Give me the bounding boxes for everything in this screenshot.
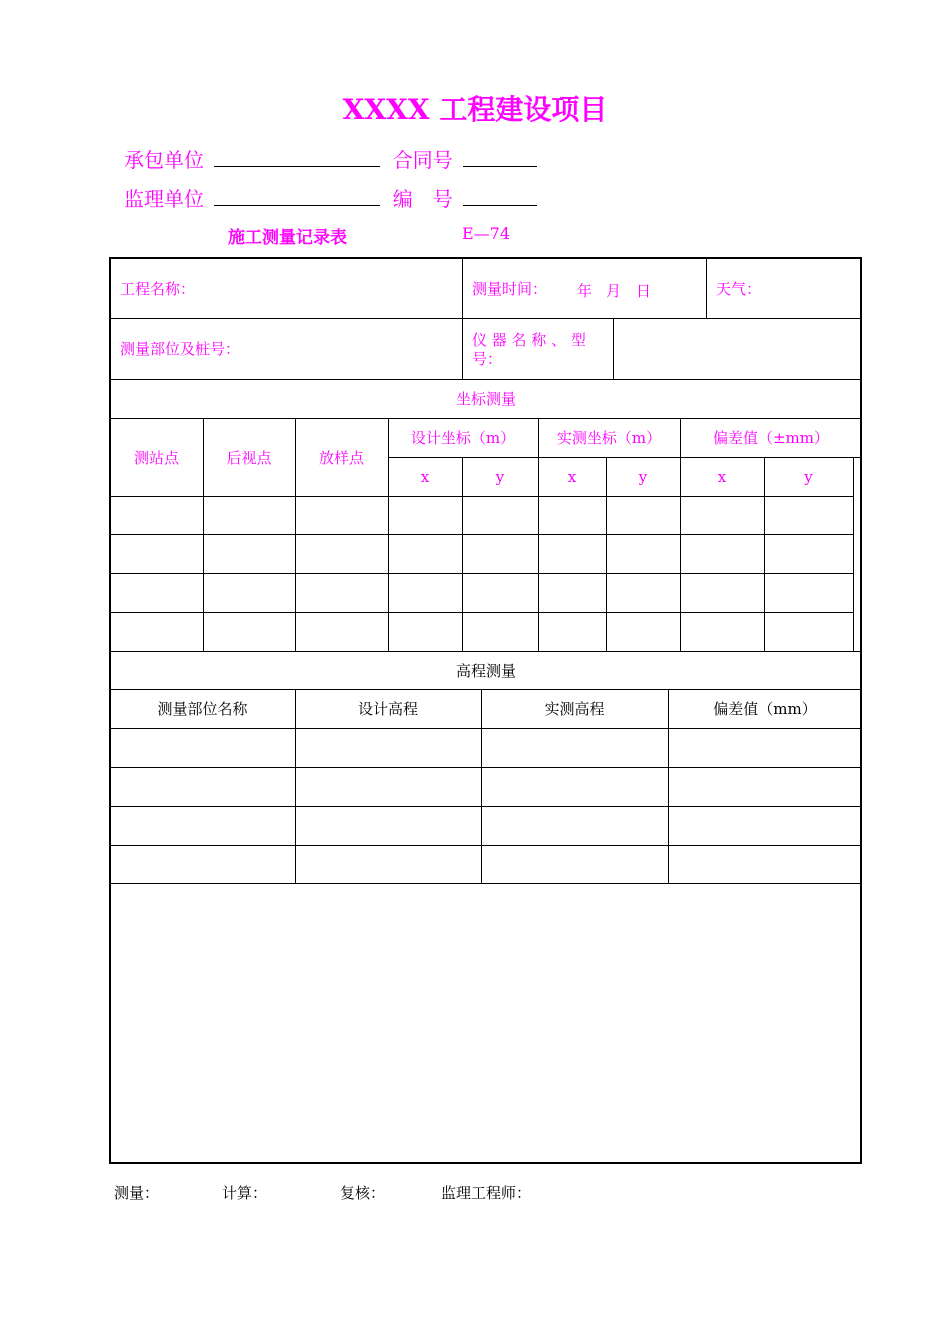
form-title: 施工测量记录表	[228, 228, 347, 248]
measured-x-header: x	[567, 467, 577, 486]
row-divider	[110, 728, 862, 729]
calculator-signature-label: 计算：	[222, 1184, 268, 1202]
contract-no-label: 合同号	[392, 148, 453, 172]
serial-field[interactable]	[463, 185, 537, 206]
deviation-header: 偏差值（±mm）	[712, 429, 830, 447]
row-divider	[110, 534, 853, 535]
row-divider	[110, 845, 862, 846]
deviation-x-header: x	[717, 467, 727, 486]
form-code: E—74	[462, 224, 511, 243]
measured-coordinate-header: 实测坐标（m）	[556, 429, 662, 447]
elevation-deviation-header: 偏差值（mm）	[713, 700, 817, 718]
instrument-label	[472, 331, 586, 369]
coordinate-section-title: 坐标测量	[455, 390, 516, 408]
deviation-y-header: y	[804, 467, 813, 486]
year-label: 年	[577, 282, 593, 300]
row-divider	[110, 573, 853, 574]
reviewer-signature-label: 复核：	[340, 1184, 386, 1202]
elevation-part-header: 测量部位名称	[157, 700, 248, 718]
serial-label: 编 号	[392, 187, 453, 211]
stakeout-header: 放样点	[318, 448, 364, 467]
column-divider	[853, 457, 854, 651]
supervisor-label: 监理单位	[124, 187, 204, 211]
measured-y-header: y	[638, 467, 648, 486]
column-divider	[613, 318, 614, 379]
contract-no-field[interactable]	[463, 146, 537, 167]
contractor-label: 承包单位	[124, 148, 204, 172]
row-divider	[110, 496, 853, 497]
contractor-row	[124, 144, 537, 173]
contractor-field[interactable]	[214, 146, 380, 167]
instrument-label-line1: 仪 器 名 称 、 型	[472, 331, 586, 349]
remarks-area[interactable]	[111, 884, 861, 1162]
design-x-header: x	[420, 467, 430, 486]
design-y-header: y	[495, 467, 505, 486]
surveyor-signature-label: 测量：	[114, 1184, 160, 1202]
design-coordinate-header: 设计坐标（m）	[410, 429, 516, 447]
design-elevation-header: 设计高程	[357, 700, 418, 718]
project-name-label: 工程名称：	[120, 279, 196, 298]
elevation-section-title: 高程测量	[455, 661, 516, 680]
instrument-label-line2: 号：	[472, 350, 503, 368]
engineer-signature-label: 监理工程师：	[441, 1184, 532, 1202]
survey-time-label: 测量时间：	[472, 279, 548, 298]
row-divider	[110, 767, 862, 768]
page-title: XXXX 工程建设项目	[342, 93, 608, 126]
row-divider	[110, 806, 862, 807]
backsight-header: 后视点	[226, 448, 272, 467]
weather-label: 天气：	[716, 279, 762, 298]
month-label: 月	[606, 282, 622, 300]
day-label: 日	[636, 282, 652, 300]
station-header: 测站点	[133, 448, 179, 467]
location-label: 测量部位及桩号：	[120, 340, 241, 358]
supervisor-row	[124, 183, 537, 212]
row-divider	[110, 612, 853, 613]
supervisor-field[interactable]	[214, 185, 380, 206]
measured-elevation-header: 实测高程	[544, 700, 605, 718]
